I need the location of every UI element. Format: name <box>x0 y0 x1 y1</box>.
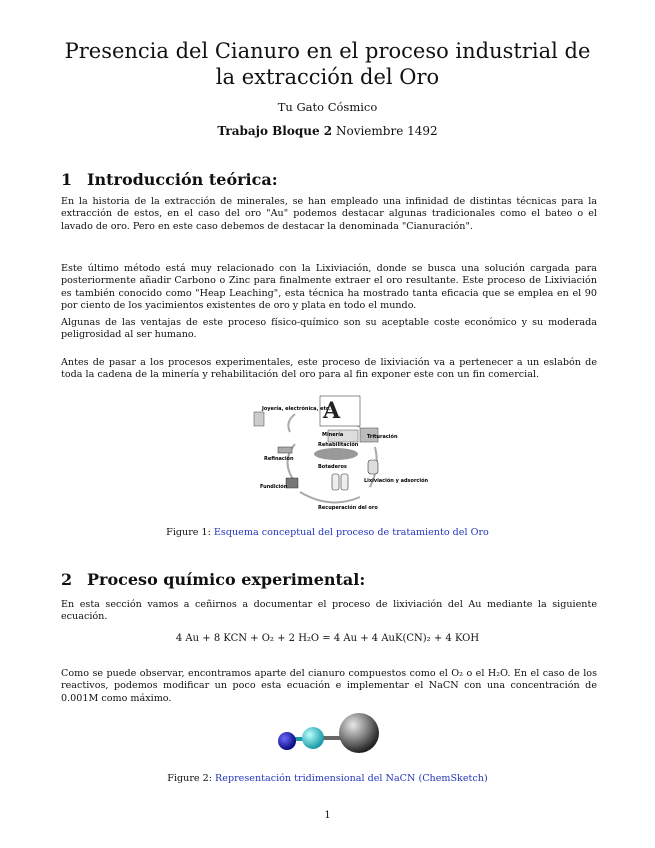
carbon-atom <box>302 727 324 749</box>
figure-1-caption <box>0 527 655 538</box>
date-line <box>0 124 655 138</box>
figure-2-caption <box>0 773 655 784</box>
label-recuperacion: Recuperación del oro <box>318 505 378 511</box>
author: Tu Gato Cósmico <box>277 100 378 114</box>
section-2-number: 2 <box>61 570 73 589</box>
label-fundicion: Fundición <box>260 484 288 490</box>
svg-text:A: A <box>323 398 341 424</box>
paragraph: Antes de pasar a los procesos experimentales, este proceso de lixiviación va a pertenecer a un eslabón de toda la cadena de la minería y rehabilitación del oro para al fin exponer este con un fin comercial. <box>61 357 597 381</box>
label-mineria: Minería <box>322 432 344 438</box>
figure-1-prefix: Figure 1: <box>166 527 211 538</box>
date-bold: Trabajo Bloque 2 <box>217 124 333 138</box>
section-1-title: Introducción teórica: <box>87 170 278 189</box>
gold-process-diagram <box>240 392 429 517</box>
figure-2-caption-link[interactable]: Representación tridimensional del NaCN (ChemSketch) <box>215 773 488 784</box>
figure-2-prefix: Figure 2: <box>167 773 212 784</box>
section-2-title: Proceso químico experimental: <box>87 570 366 589</box>
paragraph: En esta sección vamos a ceñirnos a documentar el proceso de lixiviación del Au mediante la siguiente ecuación. <box>61 599 597 623</box>
sodium-atom <box>339 713 379 753</box>
chemical-equation: 4 Au + 8 KCN + O₂ + 2 H₂O = 4 Au + 4 AuK(CN)₂ + 4 KOH <box>175 633 480 644</box>
paragraph: Como se puede observar, encontramos aparte del cianuro compuestos como el O₂ o el H₂O. En el caso de los reactivos, podemos modificar un poco esta ecuación e implementar el NaCN con una concentración de 0.001M como máximo. <box>61 668 597 704</box>
paragraph: En la historia de la extracción de minerales, se han empleado una infinidad de distintas técnicas para la extracción de estos, en el caso del oro "Au" podemos destacar algunas tradicionales como el bateo o el lavado de oro. Pero en este caso debemos de destacar la denominada "Cianuración". <box>61 196 597 232</box>
date-rest: Noviembre 1492 <box>335 124 438 138</box>
section-2-heading <box>61 570 365 589</box>
paragraph: Algunas de las ventajas de este proceso físico-químico son su aceptable coste económico y su moderada peligrosidad al ser humano. <box>61 317 597 341</box>
page-number: 1 <box>324 810 331 821</box>
paragraph: Este último método está muy relacionado con la Lixiviación, donde se busca una solución cargada para posteriormente añadir Carbono o Zinc para finalmente extraer el oro resultante. Este proceso de Lixiviación es también conocido como "Heap Leaching", esta técnica ha mostrado tanta eficacia que se emplea en el 90 por ciento de los yacimientos existentes de oro y plata en todo el mundo. <box>61 263 597 312</box>
label-rehabilitacion: Rehabilitación <box>318 442 359 448</box>
section-1-number: 1 <box>61 170 73 189</box>
nitrogen-atom <box>278 732 296 750</box>
nacn-molecule <box>270 710 385 760</box>
section-1-heading <box>61 170 278 189</box>
label-joyeria: Joyería, electrónica, etc. <box>262 406 331 412</box>
label-trituracion: Trituración <box>367 434 398 440</box>
label-lixiviacion: Lixiviación y adsorción <box>364 478 429 484</box>
label-refinacion: Refinación <box>264 456 294 462</box>
figure-1-caption-link[interactable]: Esquema conceptual del proceso de tratamiento del Oro <box>213 527 489 538</box>
label-botaderos: Botaderos <box>318 464 347 470</box>
document-title: Presencia del Cianuro en el proceso industrial de la extracción del Oro <box>64 39 591 89</box>
